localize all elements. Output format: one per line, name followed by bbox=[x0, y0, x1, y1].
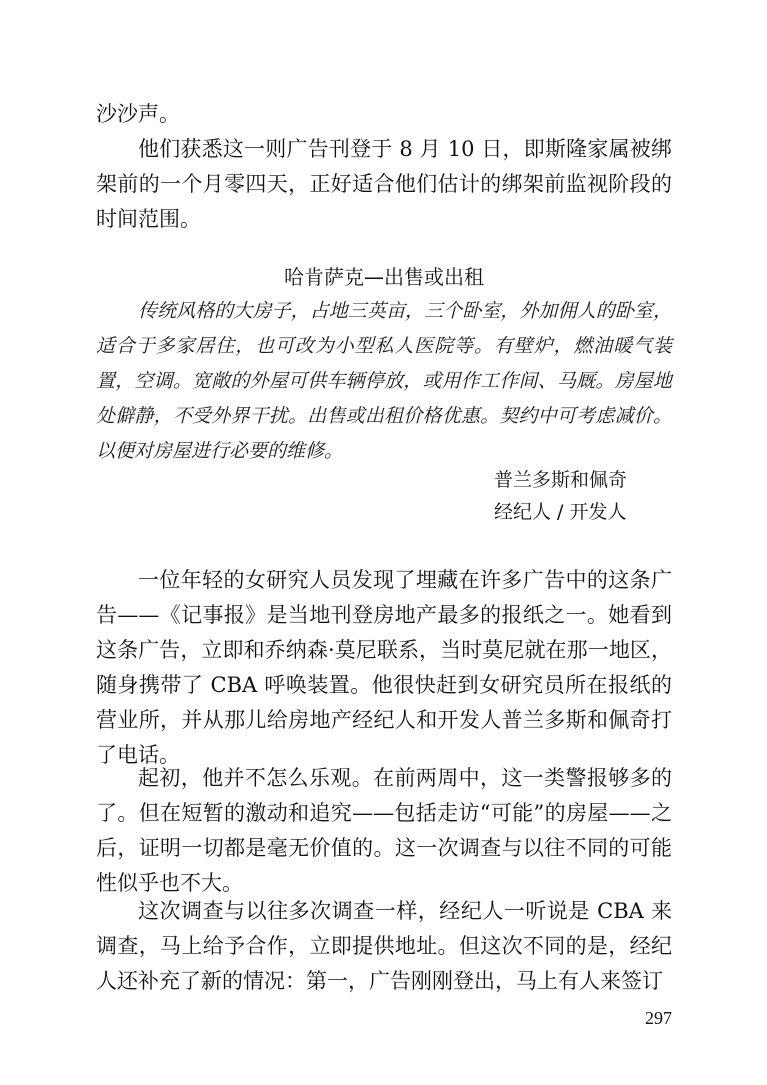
paragraph-ad-date: 他们获悉这一则广告刊登于 8 月 10 日，即斯隆家属被绑架前的一个月零四天，正好适合他们估计的绑架前监视阶段的时间范围。 bbox=[96, 137, 672, 231]
ad-body: 传统风格的大房子，占地三英亩，三个卧室，外加佣人的卧室，适合于多家居住，也可改为小型私人医院等。有壁炉，燃油暖气装置，空调。宽敞的外屋可供车辆停放，或用作工作间、马厩。房屋地处僻静，不受外界干扰。出售或出租价格优惠。契约中可考虑减价。以便对房屋进行必要的维修。 bbox=[96, 300, 672, 462]
ad-signature-name: 普兰多斯和佩奇 bbox=[494, 469, 628, 491]
paragraph-continuation: 沙沙声。 bbox=[96, 102, 180, 126]
ad-title: 哈肯萨克—出售或出租 bbox=[284, 265, 484, 289]
ad-signature-role: 经纪人 / 开发人 bbox=[494, 501, 627, 523]
paragraph-initially: 起初，他并不怎么乐观。在前两周中，这一类警报够多的了。但在短暂的激动和追究——包括走访“可能”的房屋——之后，证明一切都是毫无价值的。这一次调查与以往不同的可能性似乎也不大。 bbox=[96, 766, 672, 895]
paragraph-researcher: 一位年轻的女研究人员发现了埋藏在许多广告中的这条广告——《记事报》是当地刊登房地产最多的报纸之一。她看到这条广告，立即和乔纳森·莫尼联系，当时莫尼就在那一地区，随身携带了 CBA 呼唤装置。他很快赶到女研究员所在报纸的营业所，并从那儿给房地产经纪人和开发人普兰多斯和佩奇打了电话。 bbox=[96, 568, 672, 767]
paragraph-investigation: 这次调查与以往多次调查一样，经纪人一听说是 CBA 来调查，马上给予合作，立即提供地址。但这次不同的是，经纪人还补充了新的情况：第一，广告刚刚登出，马上有人来签订 bbox=[96, 899, 672, 993]
page-number: 297 bbox=[645, 1008, 672, 1028]
